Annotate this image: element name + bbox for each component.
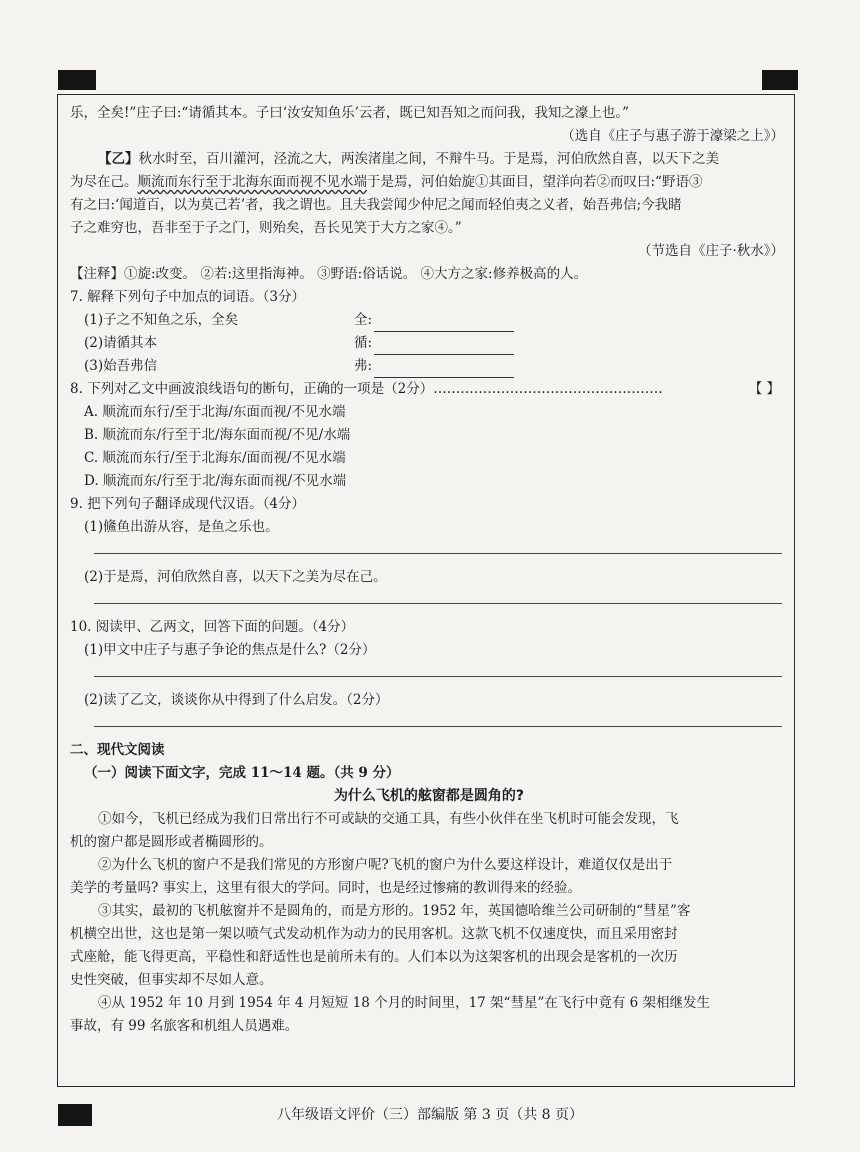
yi-label: 【乙】 <box>98 151 139 167</box>
answer-line[interactable] <box>94 712 782 727</box>
passage-source: （节选自《庄子·秋水》） <box>637 243 784 259</box>
annotation-notes: 【注释】①旋:改变。 ②若:这里指海神。 ③野语:俗话说。 ④大方之家:修养极高的人。 <box>70 266 588 282</box>
article-paragraph: 机的窗户都是圆形或者椭圆形的。 <box>70 834 273 850</box>
exam-content <box>70 102 788 1038</box>
answer-bracket[interactable]: 【 】 <box>748 381 780 397</box>
answer-blank[interactable] <box>374 361 514 378</box>
question-8-option: B. 顺流而东/行至于北/海东面而视/不见/水端 <box>84 427 351 443</box>
section-subheading: （一）阅读下面文字，完成 11～14 题。（共 9 分） <box>84 765 400 781</box>
article-paragraph: 美学的考量吗? 事实上，这里有很大的学问。同时，也是经过惨痛的教训得来的经验。 <box>70 880 582 896</box>
article-paragraph: 式座舱，能飞得更高，平稳性和舒适性也是前所未有的。人们本以为这架客机的出现会是客机的一次历 <box>70 949 678 965</box>
article-paragraph: ①如今，飞机已经成为我们日常出行不可或缺的交通工具，有些小伙伴在坐飞机时可能会发现，飞 <box>98 811 679 827</box>
section-heading: 二、现代文阅读 <box>70 742 165 758</box>
passage-yi-line: 子之难穷也，吾非至于子之门，则殆矣，吾长见笑于大方之家④。” <box>70 220 462 236</box>
registration-mark-top-left <box>58 70 96 90</box>
passage-yi-line: 有之曰:‘闻道百，以为莫己若’者，我之谓也。且夫我尝闻少仲尼之闻而轻伯夷之义者，始吾弗信;今我睹 <box>70 197 682 213</box>
question-8-stem: 8. 下列对乙文中画波浪线语句的断句，正确的一项是（2分）…………………………………………… 【 】 <box>70 378 788 401</box>
question-7-item: (3)始吾弗信 弗: <box>70 355 788 378</box>
question-9-item: (2)于是焉，河伯欣然自喜，以天下之美为尽在己。 <box>84 569 387 585</box>
question-10-item: (1)甲文中庄子与惠子争论的焦点是什么?（2分） <box>84 642 376 658</box>
page-footer: 八年级语文评价（三）部编版 第 3 页（共 8 页） <box>276 1107 584 1123</box>
article-paragraph: 史性突破，但事实却不尽如人意。 <box>70 972 273 988</box>
passage-yi-line: 【乙】秋水时至，百川灌河，泾流之大，两涘渚崖之间，不辩牛马。于是焉，河伯欣然自喜，以天下之美 <box>98 151 719 167</box>
answer-blank[interactable] <box>374 338 514 355</box>
question-7-item: (1)子之不知鱼之乐，全矣 全: <box>70 309 788 332</box>
answer-blank[interactable] <box>374 315 514 332</box>
passage-yi-line: 为尽在己。顺流而东行至于北海东面而视不见水端于是焉，河伯始旋①其面目，望洋向若②而叹曰:“野语③ <box>70 174 703 190</box>
question-10-stem: 10. 阅读甲、乙两文，回答下面的问题。（4分） <box>70 619 355 635</box>
passage-source: （选自《庄子与惠子游于濠梁之上》） <box>561 128 784 144</box>
question-8-option: C. 顺流而东行/至于北海东/面而视/不见水端 <box>84 450 346 466</box>
article-paragraph: 事故，有 99 名旅客和机组人员遇难。 <box>70 1018 299 1034</box>
answer-line[interactable] <box>94 589 782 604</box>
question-9-stem: 9. 把下列句子翻译成现代汉语。（4分） <box>70 496 306 512</box>
passage-line: 乐，全矣!”庄子曰:“请循其本。子曰‘汝安知鱼乐’云者，既已知吾知之而问我，我知之濠上也。” <box>70 105 630 121</box>
question-8-option: A. 顺流而东行/至于北海/东面而视/不见水端 <box>84 404 346 420</box>
article-paragraph: 机横空出世，这也是第一架以喷气式发动机作为动力的民用客机。这款飞机不仅速度快，而且采用密封 <box>70 926 678 942</box>
article-paragraph: ②为什么飞机的窗户不是我们常见的方形窗户呢?飞机的窗户为什么要这样设计，难道仅仅是出于 <box>98 857 673 873</box>
question-10-item: (2)读了乙文，谈谈你从中得到了什么启发。（2分） <box>84 692 389 708</box>
registration-mark-top-right <box>762 70 798 90</box>
answer-line[interactable] <box>94 662 782 677</box>
question-7-stem: 7. 解释下列句子中加点的词语。（3分） <box>70 289 306 305</box>
article-paragraph: ④从 1952 年 10 月到 1954 年 4 月短短 18 个月的时间里，17 架“彗星”在飞行中竟有 6 架相继发生 <box>98 995 711 1011</box>
question-9-item: (1)鯈鱼出游从容，是鱼之乐也。 <box>84 519 279 535</box>
wavy-underlined-sentence: 顺流而东行至于北海东面而视不见水端 <box>137 174 367 190</box>
answer-line[interactable] <box>94 539 782 554</box>
article-paragraph: ③其实，最初的飞机舷窗并不是圆角的，而是方形的。1952 年，英国德哈维兰公司研制的“彗星”客 <box>98 903 691 919</box>
question-7-item: (2)请循其本 循: <box>70 332 788 355</box>
article-title: 为什么飞机的舷窗都是圆角的? <box>333 788 525 804</box>
question-8-option: D. 顺流而东/行至于北/海东面而视/不见水端 <box>84 473 347 489</box>
